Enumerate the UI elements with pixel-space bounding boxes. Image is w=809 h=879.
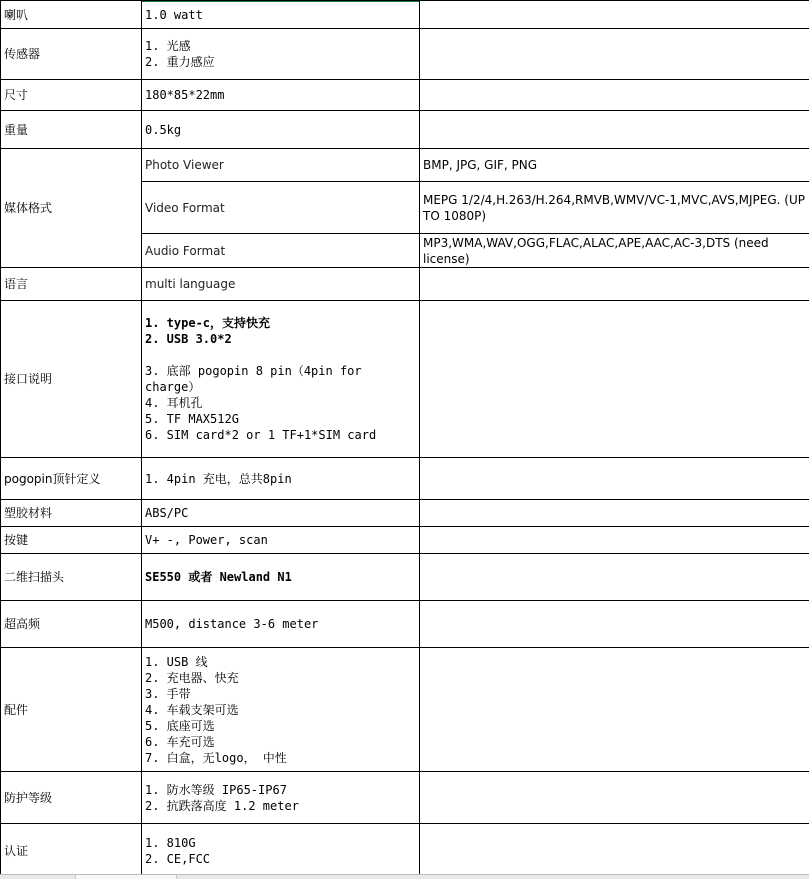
row-label-weight[interactable]: 重量 (1, 111, 142, 149)
row-label-language[interactable]: 语言 (1, 268, 142, 301)
protection-line: 1. 防水等级 IP65-IP67 (145, 782, 416, 798)
row-label-accessories[interactable]: 配件 (1, 648, 142, 772)
row-value-accessories[interactable] (142, 648, 420, 772)
row-value-certification[interactable] (142, 824, 420, 878)
row-value-weight[interactable]: 0.5kg (142, 111, 420, 149)
media-audio-name[interactable]: Audio Format (142, 234, 420, 268)
row-value-speaker[interactable]: 1.0 watt (142, 1, 420, 29)
table-row (1, 527, 809, 554)
table-row (1, 648, 809, 772)
row-value-scanner[interactable]: SE550 或者 Newland N1 (142, 554, 420, 601)
row-label-keys[interactable]: 按键 (1, 527, 142, 554)
empty-cell[interactable] (420, 601, 809, 648)
horizontal-scrollbar[interactable] (0, 874, 809, 879)
empty-cell[interactable] (420, 824, 809, 878)
certification-line: 1. 810G (145, 835, 416, 851)
empty-cell[interactable] (420, 111, 809, 149)
media-video-name[interactable]: Video Format (142, 182, 420, 234)
table-row (1, 1, 809, 29)
empty-cell[interactable] (420, 1, 809, 29)
empty-cell[interactable] (420, 500, 809, 527)
row-value-uhf[interactable]: M500, distance 3-6 meter (142, 601, 420, 648)
ports-line: 3. 底部 pogopin 8 pin（4pin for charge） (145, 363, 416, 395)
row-value-size[interactable]: 180*85*22mm (142, 80, 420, 111)
empty-cell[interactable] (420, 268, 809, 301)
empty-cell[interactable] (420, 554, 809, 601)
accessory-line: 1. USB 线 (145, 654, 416, 670)
empty-cell[interactable] (420, 29, 809, 80)
table-row (1, 824, 809, 878)
ports-line-bold: 1. type-c，支持快充 (145, 315, 416, 331)
media-photo-name[interactable]: Photo Viewer (142, 149, 420, 182)
row-label-size[interactable]: 尺寸 (1, 80, 142, 111)
sensor-line: 2. 重力感应 (145, 54, 416, 70)
row-label-ports[interactable]: 接口说明 (1, 301, 142, 458)
ports-line: 5. TF MAX512G (145, 411, 416, 427)
row-value-pogopin[interactable]: 1. 4pin 充电，总共8pin (142, 458, 420, 500)
sensor-line: 1. 光感 (145, 38, 416, 54)
ports-line: 4. 耳机孔 (145, 395, 416, 411)
table-row (1, 458, 809, 500)
empty-cell[interactable] (420, 80, 809, 111)
row-label-protection[interactable]: 防护等级 (1, 772, 142, 824)
media-audio-formats[interactable]: MP3,WMA,WAV,OGG,FLAC,ALAC,APE,AAC,AC-3,DTS (need license) (420, 234, 809, 268)
accessory-line: 5. 底座可选 (145, 718, 416, 734)
row-value-keys[interactable]: V+ -, Power, scan (142, 527, 420, 554)
table-row (1, 301, 809, 458)
empty-cell[interactable] (420, 301, 809, 458)
table-row (1, 29, 809, 80)
accessory-line: 3. 手带 (145, 686, 416, 702)
row-label-pogopin[interactable]: pogopin顶针定义 (1, 458, 142, 500)
empty-cell[interactable] (420, 458, 809, 500)
empty-cell[interactable] (420, 648, 809, 772)
accessory-line: 2. 充电器、快充 (145, 670, 416, 686)
row-value-language[interactable]: multi language (142, 268, 420, 301)
certification-line: 2. CE,FCC (145, 851, 416, 867)
accessory-line: 6. 车充可选 (145, 734, 416, 750)
blank-line (145, 347, 416, 363)
table-row (1, 772, 809, 824)
empty-cell[interactable] (420, 527, 809, 554)
empty-cell[interactable] (420, 772, 809, 824)
table-row (1, 500, 809, 527)
table-row (1, 554, 809, 601)
media-photo-formats[interactable]: BMP, JPG, GIF, PNG (420, 149, 809, 182)
accessory-line: 4. 车载支架可选 (145, 702, 416, 718)
scrollbar-thumb[interactable] (75, 875, 177, 879)
protection-line: 2. 抗跌落高度 1.2 meter (145, 798, 416, 814)
table-row (1, 601, 809, 648)
row-value-ports[interactable] (142, 301, 420, 458)
table-row (1, 268, 809, 301)
row-label-certification[interactable]: 认证 (1, 824, 142, 878)
row-label-scanner[interactable]: 二维扫描头 (1, 554, 142, 601)
ports-line-bold: 2. USB 3.0*2 (145, 331, 416, 347)
row-value-sensor[interactable] (142, 29, 420, 80)
row-label-sensor[interactable]: 传感器 (1, 29, 142, 80)
table-row (1, 149, 809, 182)
row-label-media[interactable]: 媒体格式 (1, 149, 142, 268)
row-label-uhf[interactable]: 超高频 (1, 601, 142, 648)
media-video-formats[interactable]: MEPG 1/2/4,H.263/H.264,RMVB,WMV/VC-1,MVC,AVS,MJPEG. (UP TO 1080P) (420, 182, 809, 234)
table-row (1, 80, 809, 111)
row-value-material[interactable]: ABS/PC (142, 500, 420, 527)
table-row (1, 111, 809, 149)
row-value-protection[interactable] (142, 772, 420, 824)
row-label-speaker[interactable]: 喇叭 (1, 1, 142, 29)
accessory-line: 7. 白盒，无logo， 中性 (145, 750, 416, 766)
row-label-material[interactable]: 塑胶材料 (1, 500, 142, 527)
ports-line: 6. SIM card*2 or 1 TF+1*SIM card (145, 427, 416, 443)
